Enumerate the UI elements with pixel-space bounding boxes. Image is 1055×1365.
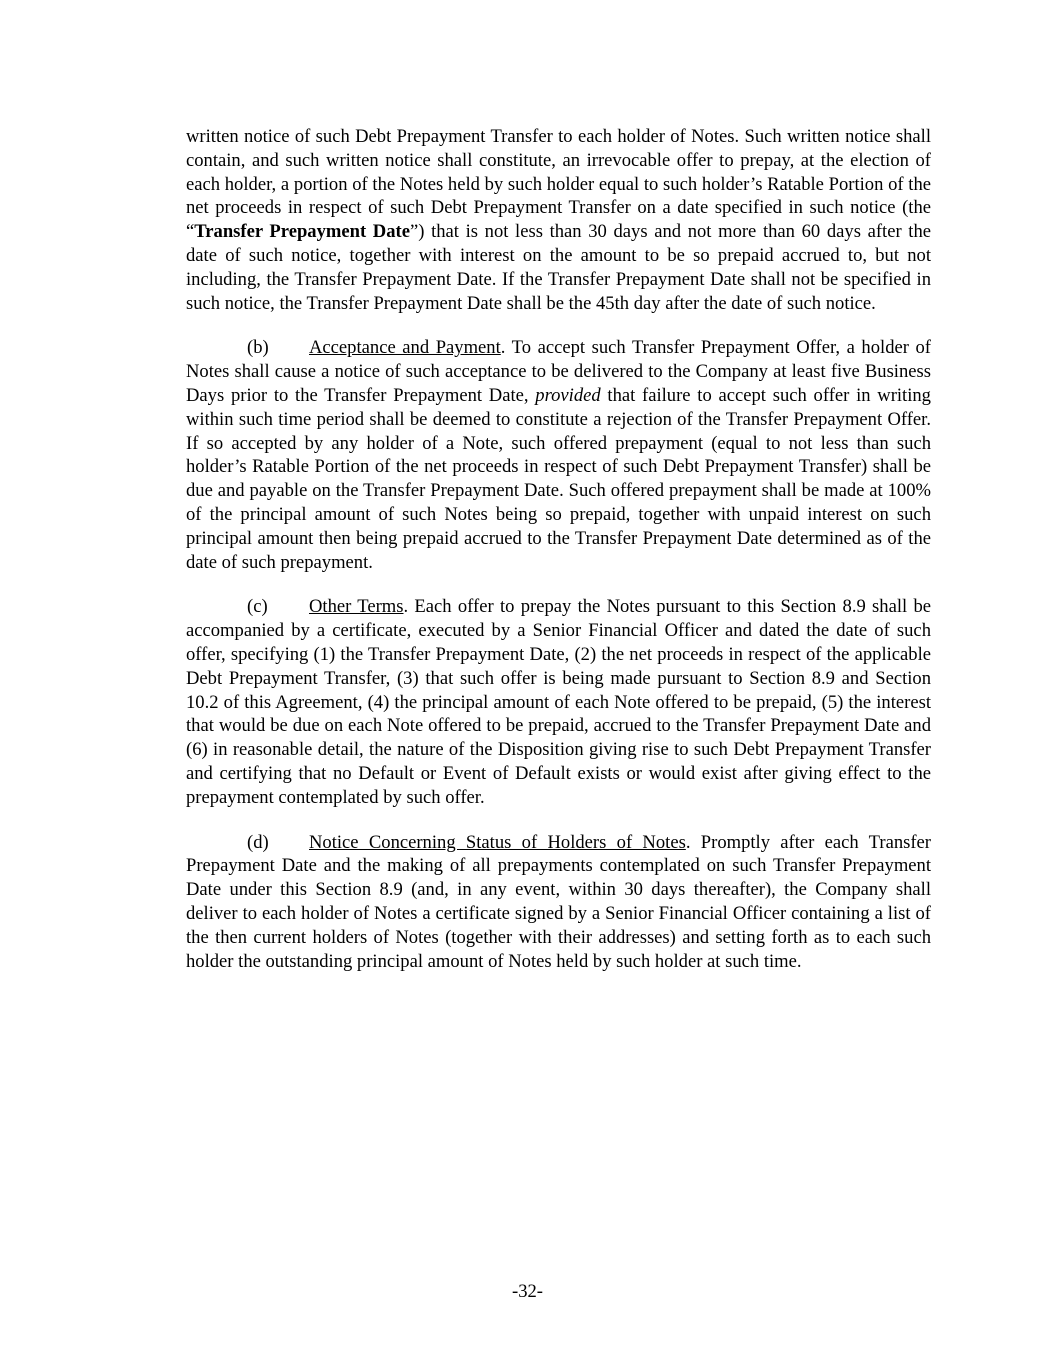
paragraph-c (186, 595, 931, 809)
defined-term-transfer-prepayment-date: Transfer Prepayment Date (194, 221, 410, 243)
para-d-text-1: . Promptly after each Transfer Prepayment Date and the making of all prepayments contemplated on such Transfer Prepayment Date under this Section 8.9 (and, in any event, within 30 days thereafter), the Company shall deliver to each holder of Notes a certificate signed by a Senior Financial Officer containing a list of the then current holders of Notes (together with their addresses) and setting forth as to each such holder the outstanding principal amount of Notes held by such holder at such time. (186, 831, 931, 972)
paragraph-d-label: (d) (247, 831, 269, 853)
paragraph-b-label: (b) (247, 337, 269, 359)
paragraph-d (186, 831, 931, 974)
paragraph-a-continuation (186, 125, 931, 315)
paragraph-c-label: (c) (247, 596, 268, 618)
paragraph-b (186, 336, 931, 574)
para-c-text-1: . Each offer to prepay the Notes pursuant to this Section 8.9 shall be accompanied by a certificate, executed by a Senior Financial Officer and dated the date of such offer, specifying (1) the Transfer Prepayment Date, (2) the net proceeds in respect of the applicable Debt Prepayment Transfer, (3) that such offer is being made pursuant to Section 8.9 and Section 10.2 of this Agreement, (4) the principal amount of each Note offered to be prepaid, (5) the interest that would be due on each Note offered to be prepaid, accrued to the Transfer Prepayment Date and (6) in reasonable detail, the nature of the Disposition giving rise to such Debt Prepayment Transfer and certifying that no Default or Event of Default exists or would exist after giving effect to the prepayment contemplated by such offer. (186, 596, 932, 808)
page-number: -32- (512, 1281, 543, 1302)
paragraph-b-heading: Acceptance and Payment (309, 337, 501, 359)
para-a-text-1: written notice of such Debt Prepayment Transfer to each holder of Notes. Such written notice shall contain, and such written notice shall constitute, an irrevocable offer to prepay, at the election of each holder, a portion of the Notes held by such holder equal to such holder’s Ratable Portion of the net proceeds in respect of such Debt Prepayment Transfer on a date specified in such notice (the “ (186, 126, 931, 243)
para-a-text-2: ”) that is not less than 30 days and not more than 60 days after the date of such notice, together with interest on the amount to be so prepaid accrued to, but not including, the Transfer Prepayment Date. If the Transfer Prepayment Date shall not be specified in such notice, the Transfer Prepayment Date shall be the 45th day after the date of such notice. (186, 221, 931, 314)
paragraph-c-heading: Other Terms (309, 596, 404, 618)
para-b-text-1: . To accept such Transfer Prepayment Offer, a holder of Notes shall cause a notice of such acceptance to be delivered to the Company at least five Business Days prior to the Transfer Prepayment Date, (186, 337, 931, 406)
para-b-italic-provided: provided (535, 384, 601, 406)
document-body (186, 125, 931, 994)
para-b-text-2: that failure to accept such offer in writing within such time period shall be deemed to constitute a rejection of the Transfer Prepayment Offer. If so accepted by any holder of a Note, such offered prepayment (equal to not less than such holder’s Ratable Portion of the net proceeds in respect of such Debt Prepayment Transfer) shall be due and payable on the Transfer Prepayment Date. Such offered prepayment shall be made at 100% of the principal amount of such Notes being so prepaid, together with unpaid interest on such principal amount then being prepaid accrued to the Transfer Prepayment Date determined as of the date of such prepayment. (186, 384, 931, 573)
paragraph-d-heading: Notice Concerning Status of Holders of Notes (309, 831, 686, 853)
